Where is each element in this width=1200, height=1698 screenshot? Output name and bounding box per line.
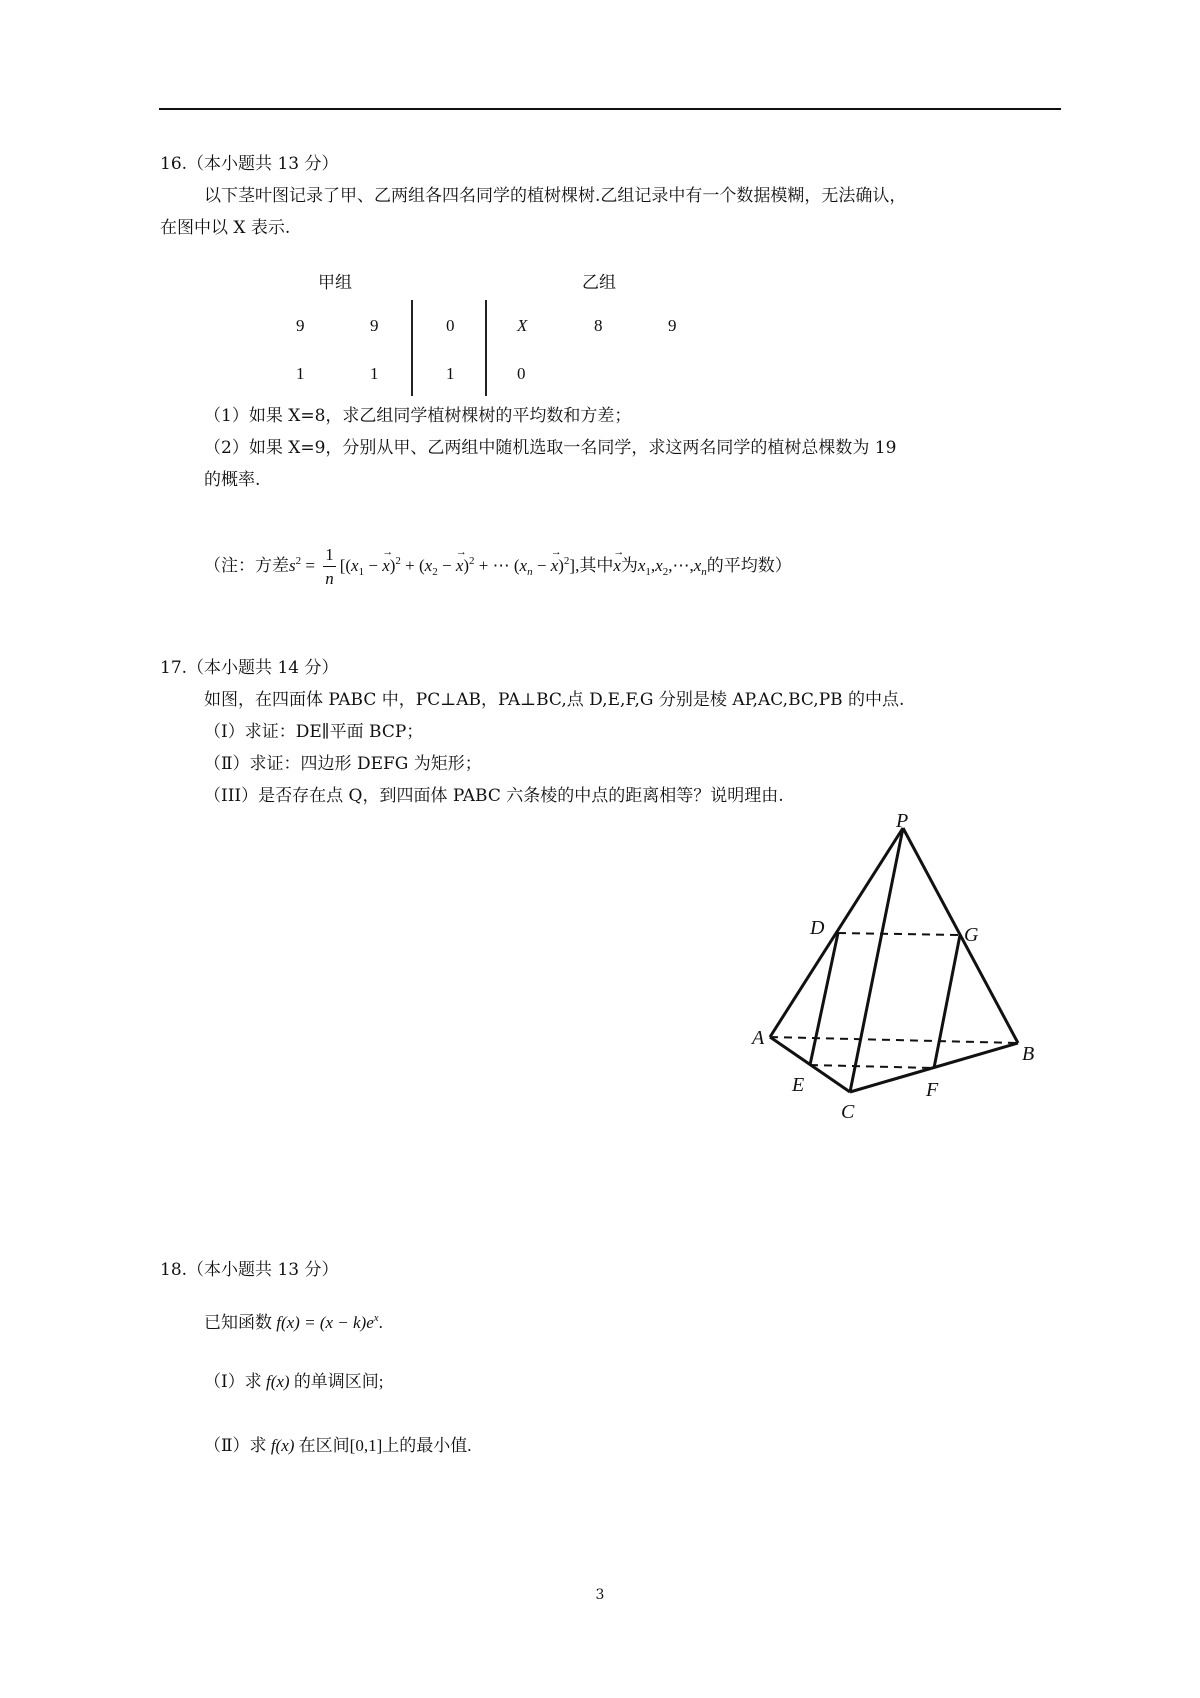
- xbar-2: → x: [456, 541, 464, 591]
- xbar-n: → x: [551, 541, 559, 591]
- q17-part1: （Ⅰ）求证：DE∥平面 BCP；: [204, 722, 424, 742]
- x1-sub: 1: [358, 566, 365, 578]
- edge-ab-hidden: [770, 1037, 1018, 1043]
- label-f: F: [926, 1079, 939, 1101]
- label-d: D: [810, 917, 825, 939]
- q17-part3: （III）是否存在点 Q，到四面体 PABC 六条棱的中点的距离相等？说明理由.: [204, 786, 784, 806]
- edge-dg-hidden: [838, 933, 960, 935]
- stemleaf-left-title: 甲组: [318, 273, 352, 292]
- paren-2: ): [463, 556, 470, 575]
- eq-sign: =: [301, 556, 320, 575]
- label-e: E: [792, 1074, 805, 1096]
- q16-part2-line2: 的概率.: [204, 470, 261, 490]
- q18-part2-prefix: （Ⅱ）求: [204, 1436, 267, 1455]
- q16-variance-note: （注：方差$s^2$ = $\frac{1}{n}$ [($x_1$ − → $x)^2 + (x_2$ − → x)$^2$ + ⋯ ($x_n$ − → x)$^2$],其中→ x为$x_1,x_2,\cdots,x_n$的平均数）: [204, 536, 792, 597]
- q17-header: 17.（本小题共 14 分）: [160, 658, 339, 678]
- q16-intro-line2: 在图中以 X 表示.: [160, 218, 291, 238]
- stem-r1: 0: [446, 316, 455, 335]
- tetrahedron-svg: [748, 810, 1058, 1125]
- label-g: G: [964, 924, 979, 946]
- sq-1: 2: [395, 555, 401, 567]
- bracket-close: ],: [569, 556, 580, 575]
- given-end: .: [378, 1313, 383, 1332]
- leaf-right-r1-c: 9: [668, 316, 677, 335]
- given-eq: f(x) = (x − k)e: [276, 1313, 374, 1332]
- q18-part1-fx: f(x): [265, 1372, 290, 1391]
- minus-1: −: [364, 556, 383, 575]
- given-prefix: 已知函数: [204, 1313, 272, 1332]
- stemleaf-left-divider: [411, 300, 413, 396]
- note-mid: 其中: [579, 556, 614, 575]
- xn-list: x: [693, 556, 702, 575]
- xn-list-sub: n: [701, 566, 707, 578]
- minus-2: −: [437, 556, 456, 575]
- q18-part1-suffix: 的单调区间;: [293, 1372, 384, 1391]
- x1-list: x: [637, 556, 646, 575]
- xn: x: [519, 556, 528, 575]
- q16-part1: （1）如果 X=8，求乙组同学植树棵树的平均数和方差；: [204, 406, 632, 426]
- q18-header: 18.（本小题共 13 分）: [160, 1260, 339, 1280]
- q18-part2-suffix: 在区间[0,1]上的最小值.: [298, 1436, 472, 1455]
- stemleaf-right-divider: [485, 300, 487, 396]
- q18-part1-prefix: （Ⅰ）求: [204, 1372, 262, 1391]
- leaf-right-r1-a: X: [517, 316, 528, 335]
- var-s: s: [289, 556, 296, 575]
- xn-sub: n: [527, 566, 533, 578]
- edge-gf: [934, 935, 960, 1068]
- paren-n: ): [558, 556, 564, 575]
- q18-part2-fx: f(x): [270, 1436, 295, 1455]
- leaf-left-r2-a: 1: [296, 364, 305, 383]
- label-b: B: [1022, 1043, 1035, 1065]
- given-exp: x: [373, 1312, 379, 1324]
- x2: x: [424, 556, 433, 575]
- x1-list-sub: 1: [645, 566, 651, 578]
- stem-r2: 1: [446, 364, 455, 383]
- xbar-def: → x: [613, 541, 621, 591]
- comma-1: ,: [650, 556, 656, 575]
- label-p: P: [896, 810, 909, 832]
- q18-part1: [204, 1370, 384, 1394]
- minus-n: −: [532, 556, 551, 575]
- note-prefix: （注：方差: [204, 556, 289, 575]
- q18-given: [204, 1306, 383, 1335]
- note-wei: 为: [620, 556, 638, 575]
- plus-1: +: [400, 556, 419, 575]
- paren-1: ): [389, 556, 396, 575]
- q17-intro: 如图，在四面体 PABC 中，PC⊥AB，PA⊥BC,点 D,E,F,G 分别是棱 AP,AC,BC,PB 的中点.: [204, 690, 905, 710]
- leaf-right-r1-b: 8: [594, 316, 603, 335]
- sq-n: 2: [563, 555, 570, 567]
- bracket-open: [(: [339, 556, 352, 575]
- leaf-right-r2-a: 0: [517, 364, 526, 383]
- label-c: C: [841, 1101, 855, 1123]
- var-s-exp: 2: [295, 555, 302, 567]
- comma-3: ,: [689, 556, 694, 575]
- comma-2: ,: [668, 556, 673, 575]
- q16-header: 16.（本小题共 13 分）: [160, 154, 339, 174]
- frac-den: n: [325, 568, 334, 588]
- x1: x: [351, 556, 359, 575]
- page-number: 3: [595, 1587, 605, 1603]
- leaf-left-r1-a: 9: [296, 316, 305, 335]
- label-a: A: [752, 1027, 765, 1049]
- tetrahedron-figure: [748, 810, 1058, 1125]
- ellipsis: ⋯: [492, 556, 510, 575]
- ellipsis-list: ⋯: [672, 556, 690, 575]
- sq-2: 2: [469, 555, 475, 567]
- x2-sub: 2: [432, 566, 438, 578]
- x2-list-sub: 2: [662, 566, 669, 578]
- one-over-n: [323, 544, 336, 591]
- q16-intro-line1: 以下茎叶图记录了甲、乙两组各四名同学的植树棵树.乙组记录中有一个数据模糊，无法确认，: [204, 186, 907, 206]
- q18-part2: [204, 1434, 471, 1458]
- frac-num: 1: [323, 544, 336, 567]
- q16-part2-line1: （2）如果 X=9，分别从甲、乙两组中随机选取一名同学，求这两名同学的植树总棵数为 19: [204, 438, 897, 458]
- leaf-left-r1-b: 9: [370, 316, 379, 335]
- stemleaf-right-title: 乙组: [582, 273, 616, 292]
- plus-2: +: [474, 556, 493, 575]
- q17-part2: （Ⅱ）求证：四边形 DEFG 为矩形；: [204, 754, 482, 774]
- x2-list: x: [655, 556, 663, 575]
- xbar-1: → x: [382, 541, 390, 591]
- header-rule: [159, 108, 1061, 110]
- leaf-left-r2-b: 1: [370, 364, 379, 383]
- note-suffix: 的平均数）: [706, 556, 792, 575]
- edge-ef-hidden: [810, 1065, 934, 1068]
